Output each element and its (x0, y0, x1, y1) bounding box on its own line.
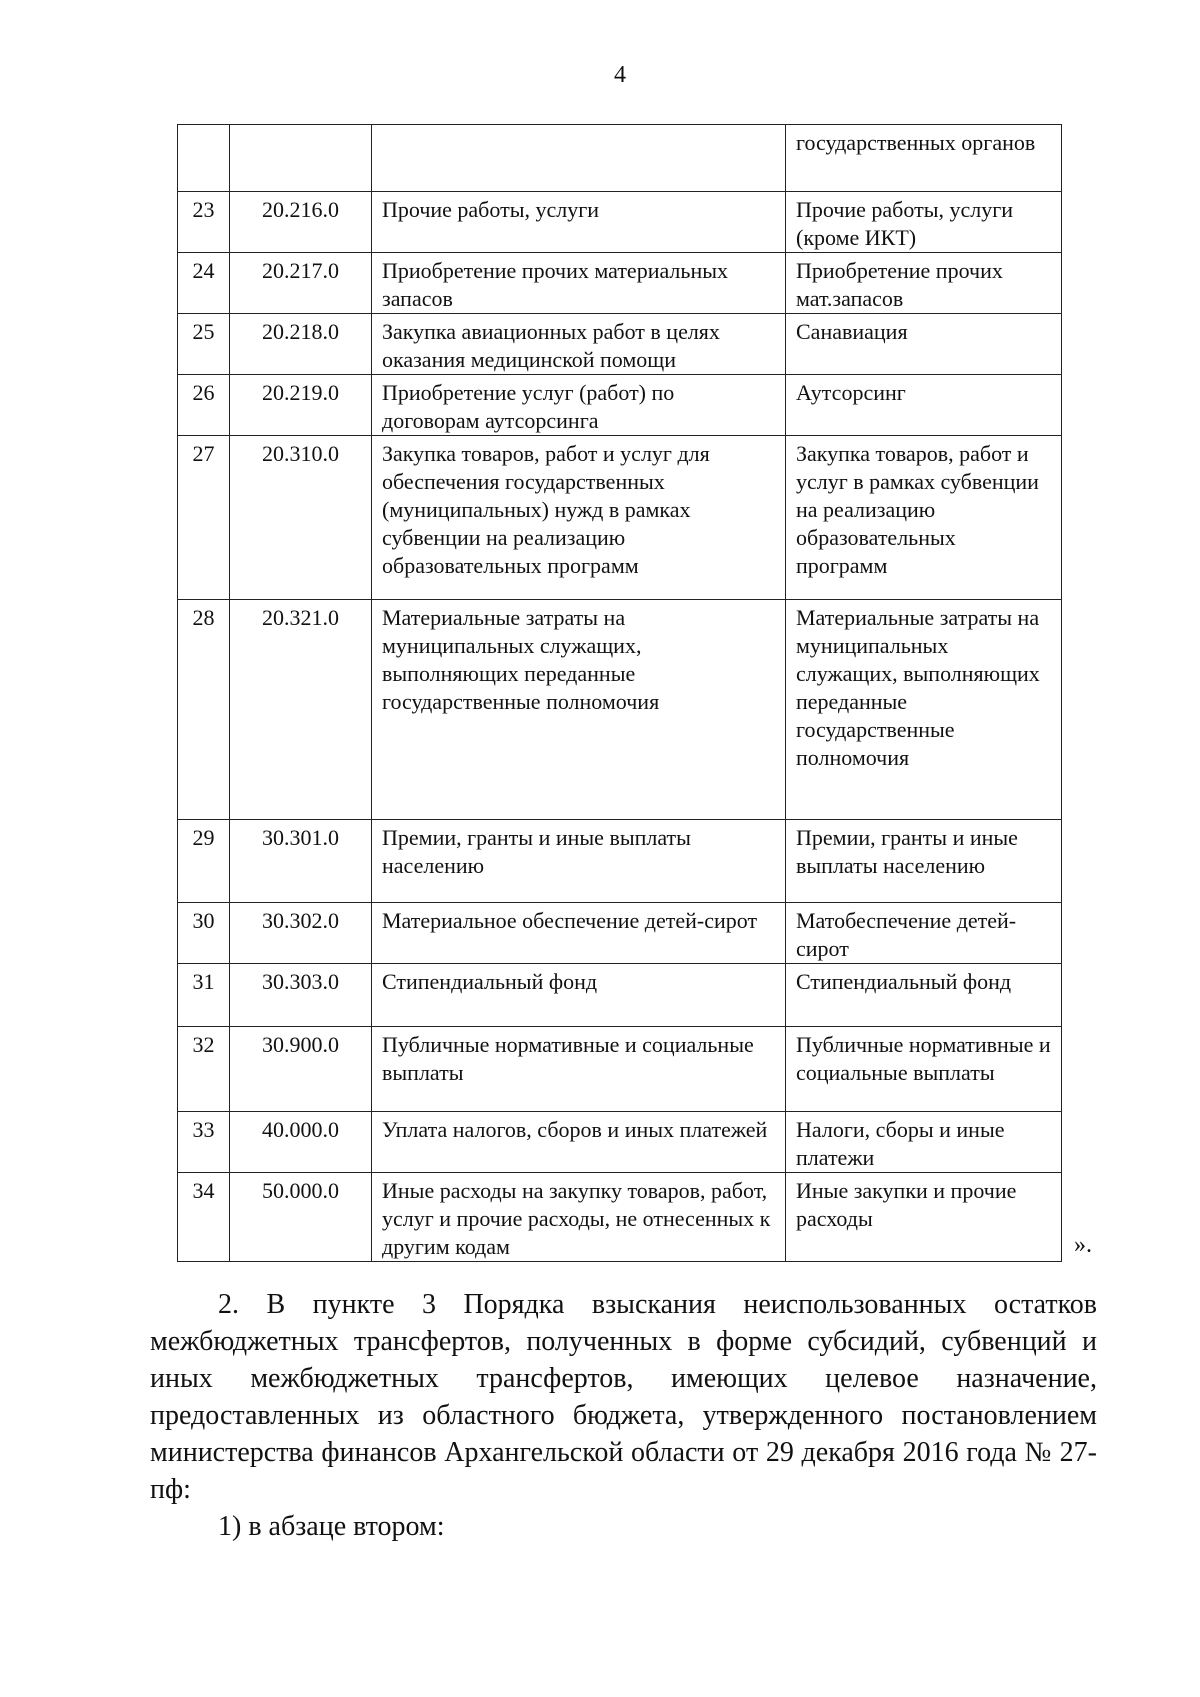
row-short-name: Публичные нормативные и социальные выплаты (786, 1027, 1062, 1112)
row-code: 30.900.0 (230, 1027, 372, 1112)
page-number: 4 (614, 62, 626, 88)
row-code: 50.000.0 (230, 1173, 372, 1262)
row-short-name: Налоги, сборы и иные платежи (786, 1112, 1062, 1173)
row-short-name: Стипендиальный фонд (786, 964, 1062, 1027)
row-code (230, 125, 372, 192)
paragraph-2: 2. В пункте 3 Порядка взыскания неиспользованных остатков межбюджетных трансфертов, полученных в форме субсидий, субвенций и иных межбюджетных трансфертов, имеющих целевое назначение, предоставленных из областного бюджета, утвержденного постановлением министерства финансов Архангельской области от 29 декабря 2016 года № 27-пф: (150, 1289, 1097, 1505)
row-number: 25 (178, 314, 230, 375)
row-code: 20.219.0 (230, 375, 372, 436)
row-number: 33 (178, 1112, 230, 1173)
row-number: 29 (178, 820, 230, 903)
expense-codes-table (177, 124, 1062, 1262)
table-row (178, 375, 1062, 436)
row-name: Уплата налогов, сборов и иных платежей (372, 1112, 786, 1173)
row-number: 26 (178, 375, 230, 436)
row-name: Закупка товаров, работ и услуг для обеспечения государственных (муниципальных) нужд в рамках субвенции на реализацию образовательных программ (372, 436, 786, 600)
row-name: Приобретение услуг (работ) по договорам аутсорсинга (372, 375, 786, 436)
row-short-name: Санавиация (786, 314, 1062, 375)
row-short-name: Матобеспечение детей-сирот (786, 903, 1062, 964)
row-number: 31 (178, 964, 230, 1027)
row-name: Стипендиальный фонд (372, 964, 786, 1027)
row-number: 27 (178, 436, 230, 600)
table-row (178, 253, 1062, 314)
table-row (178, 436, 1062, 600)
row-code: 30.302.0 (230, 903, 372, 964)
row-name: Материальные затраты на муниципальных служащих, выполняющих переданные государственные полномочия (372, 600, 786, 820)
document-body (150, 1286, 1097, 1545)
row-name: Премии, гранты и иные выплаты населению (372, 820, 786, 903)
row-code: 40.000.0 (230, 1112, 372, 1173)
row-code: 20.216.0 (230, 192, 372, 253)
row-code: 20.310.0 (230, 436, 372, 600)
table-row (178, 1112, 1062, 1173)
row-number: 28 (178, 600, 230, 820)
row-short-name: Закупка товаров, работ и услуг в рамках субвенции на реализацию образовательных программ (786, 436, 1062, 600)
row-name: Приобретение прочих материальных запасов (372, 253, 786, 314)
row-short-name: Иные закупки и прочие расходы (786, 1173, 1062, 1262)
row-short-name: Прочие работы, услуги (кроме ИКТ) (786, 192, 1062, 253)
row-name: Закупка авиационных работ в целях оказания медицинской помощи (372, 314, 786, 375)
row-name: Материальное обеспечение детей-сирот (372, 903, 786, 964)
table-row (178, 314, 1062, 375)
table-row (178, 125, 1062, 192)
row-short-name: Материальные затраты на муниципальных служащих, выполняющих переданные государственные полномочия (786, 600, 1062, 820)
row-number (178, 125, 230, 192)
table-row (178, 192, 1062, 253)
row-short-name: Приобретение прочих мат.запасов (786, 253, 1062, 314)
row-name: Иные расходы на закупку товаров, работ, услуг и прочие расходы, не отнесенных к другим кодам (372, 1173, 786, 1262)
row-short-name: государственных органов (786, 125, 1062, 192)
table-row (178, 903, 1062, 964)
table-row (178, 964, 1062, 1027)
row-number: 32 (178, 1027, 230, 1112)
row-name: Прочие работы, услуги (372, 192, 786, 253)
closing-quote: ». (1074, 1232, 1092, 1258)
row-number: 24 (178, 253, 230, 314)
row-code: 30.301.0 (230, 820, 372, 903)
row-code: 20.321.0 (230, 600, 372, 820)
row-number: 34 (178, 1173, 230, 1262)
row-code: 20.217.0 (230, 253, 372, 314)
row-code: 20.218.0 (230, 314, 372, 375)
row-name: Публичные нормативные и социальные выплаты (372, 1027, 786, 1112)
row-short-name: Аутсорсинг (786, 375, 1062, 436)
table-row (178, 600, 1062, 820)
row-name (372, 125, 786, 192)
table-row (178, 820, 1062, 903)
row-number: 23 (178, 192, 230, 253)
table-row (178, 1027, 1062, 1112)
row-number: 30 (178, 903, 230, 964)
row-short-name: Премии, гранты и иные выплаты населению (786, 820, 1062, 903)
row-code: 30.303.0 (230, 964, 372, 1027)
table-row (178, 1173, 1062, 1262)
paragraph-subitem-1: 1) в абзаце втором: (218, 1511, 445, 1542)
